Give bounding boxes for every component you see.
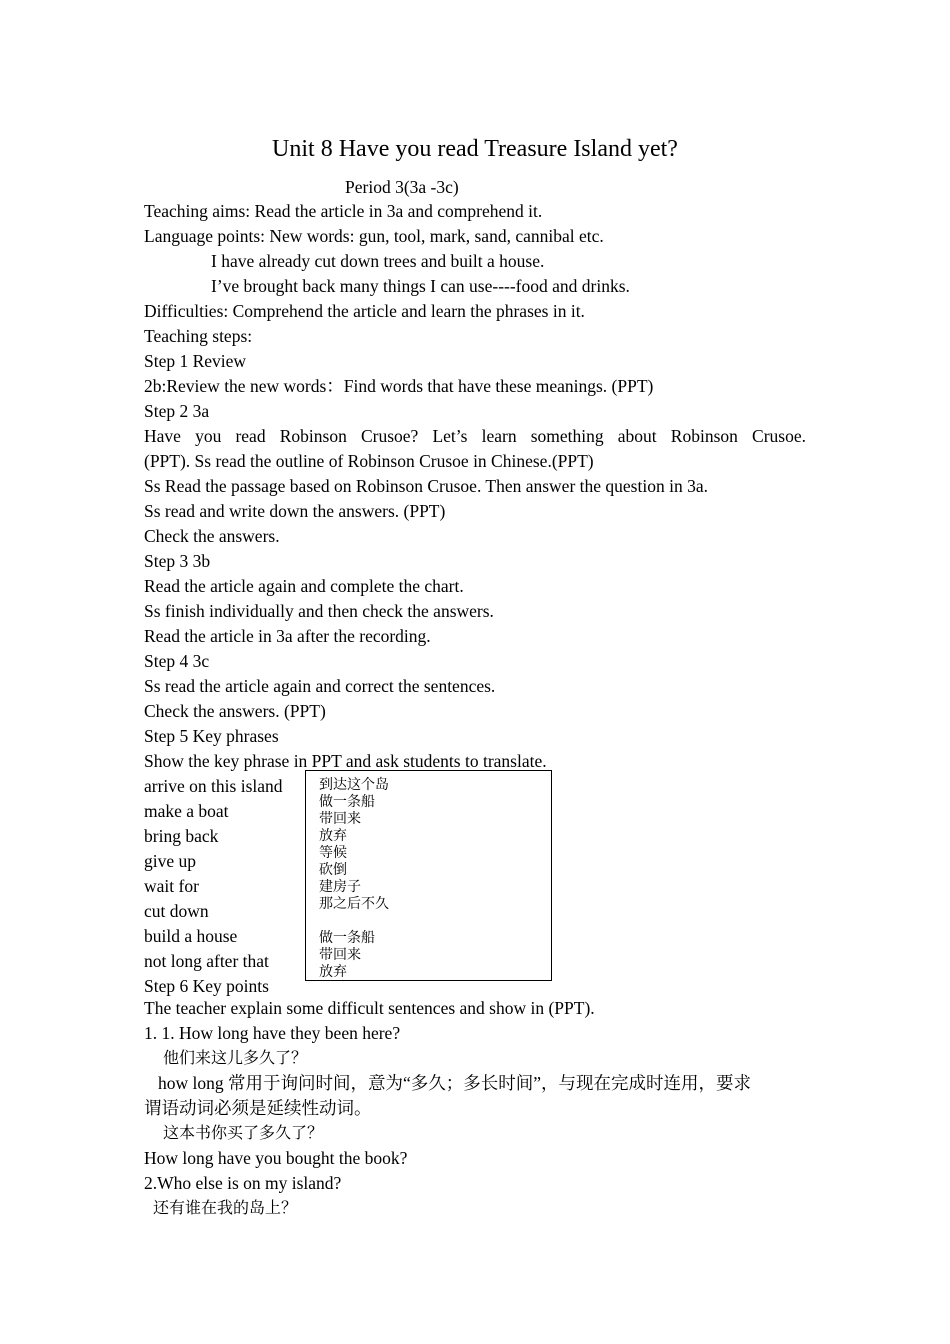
step-4-text-2: Check the answers. (PPT) [144, 701, 326, 721]
teaching-aims: Teaching aims: Read the article in 3a and comprehend it. [144, 201, 543, 221]
language-points: Language points: New words: gun, tool, mark, sand, cannibal etc. [144, 226, 604, 246]
teaching-steps-heading: Teaching steps: [144, 326, 253, 346]
phrase-item: arrive on this island [144, 776, 283, 796]
language-sentence-2: I’ve brought back many things I can use----food and drinks. [211, 276, 630, 296]
key-point-1-example-en: How long have you bought the book? [144, 1148, 408, 1168]
translation-item: 到达这个岛 [319, 777, 389, 793]
phrase-item: cut down [144, 901, 209, 921]
phrase-item: make a boat [144, 801, 229, 821]
step-3-heading: Step 3 3b [144, 551, 211, 571]
step-2-text-3: Ss Read the passage based on Robinson Crusoe. Then answer the question in 3a. [144, 476, 708, 496]
key-point-1-translation: 他们来这儿多久了？ [163, 1048, 308, 1067]
phrase-item: bring back [144, 826, 219, 846]
step-2-text-2: (PPT). Ss read the outline of Robinson Crusoe in Chinese.(PPT) [144, 451, 594, 471]
translation-item: 建房子 [319, 879, 361, 895]
step-2-text-1: Have you read Robinson Crusoe? Let’s learn something about Robinson Crusoe. [144, 426, 806, 446]
step-3-text-3: Read the article in 3a after the recording. [144, 626, 431, 646]
translation-item: 带回来 [319, 811, 361, 827]
step-2-text-5: Check the answers. [144, 526, 280, 546]
difficulties: Difficulties: Comprehend the article and learn the phrases in it. [144, 301, 585, 321]
step-6-text: The teacher explain some difficult sentences and show in (PPT). [144, 998, 595, 1018]
key-point-1-example-cn: 这本书你买了多久了？ [163, 1123, 324, 1142]
phrase-item: build a house [144, 926, 238, 946]
step-2-text-4: Ss read and write down the answers. (PPT) [144, 501, 446, 521]
step-2-heading: Step 2 3a [144, 401, 210, 421]
phrase-item: not long after that [144, 951, 269, 971]
key-point-2: 2.Who else is on my island? [144, 1173, 342, 1193]
step-5-text: Show the key phrase in PPT and ask students to translate. [144, 751, 547, 771]
period-subtitle: Period 3(3a -3c) [345, 177, 459, 197]
step-1-heading: Step 1 Review [144, 351, 247, 371]
key-point-1: 1. 1. How long have they been here? [144, 1023, 401, 1043]
step-3-text-1: Read the article again and complete the chart. [144, 576, 464, 596]
translation-item: 做一条船 [319, 930, 375, 946]
translation-item: 砍倒 [319, 862, 347, 878]
key-point-2-translation: 还有谁在我的岛上？ [153, 1198, 298, 1217]
key-point-1-note-2: 谓语动词必须是延续性动词。 [144, 1098, 372, 1118]
step-4-text-1: Ss read the article again and correct the sentences. [144, 676, 496, 696]
step-4-heading: Step 4 3c [144, 651, 210, 671]
language-sentence-1: I have already cut down trees and built a house. [211, 251, 545, 271]
translation-item: 那之后不久 [319, 896, 389, 912]
step-1-text: 2b:Review the new words：Find words that have these meanings. (PPT) [144, 376, 654, 396]
translation-item: 带回来 [319, 947, 361, 963]
translation-item: 放弃 [319, 964, 347, 980]
step-3-text-2: Ss finish individually and then check the answers. [144, 601, 494, 621]
translation-item: 等候 [319, 845, 347, 861]
phrase-item: wait for [144, 876, 199, 896]
step-6-heading: Step 6 Key points [144, 976, 269, 996]
translation-item: 放弃 [319, 828, 347, 844]
phrase-item: give up [144, 851, 197, 871]
key-point-1-note-1: how long 常用于询问时间，意为“多久；多长时间”，与现在完成时连用，要求 [158, 1073, 752, 1093]
step-5-heading: Step 5 Key phrases [144, 726, 279, 746]
page-title: Unit 8 Have you read Treasure Island yet? [272, 136, 678, 162]
translation-item: 做一条船 [319, 794, 375, 810]
